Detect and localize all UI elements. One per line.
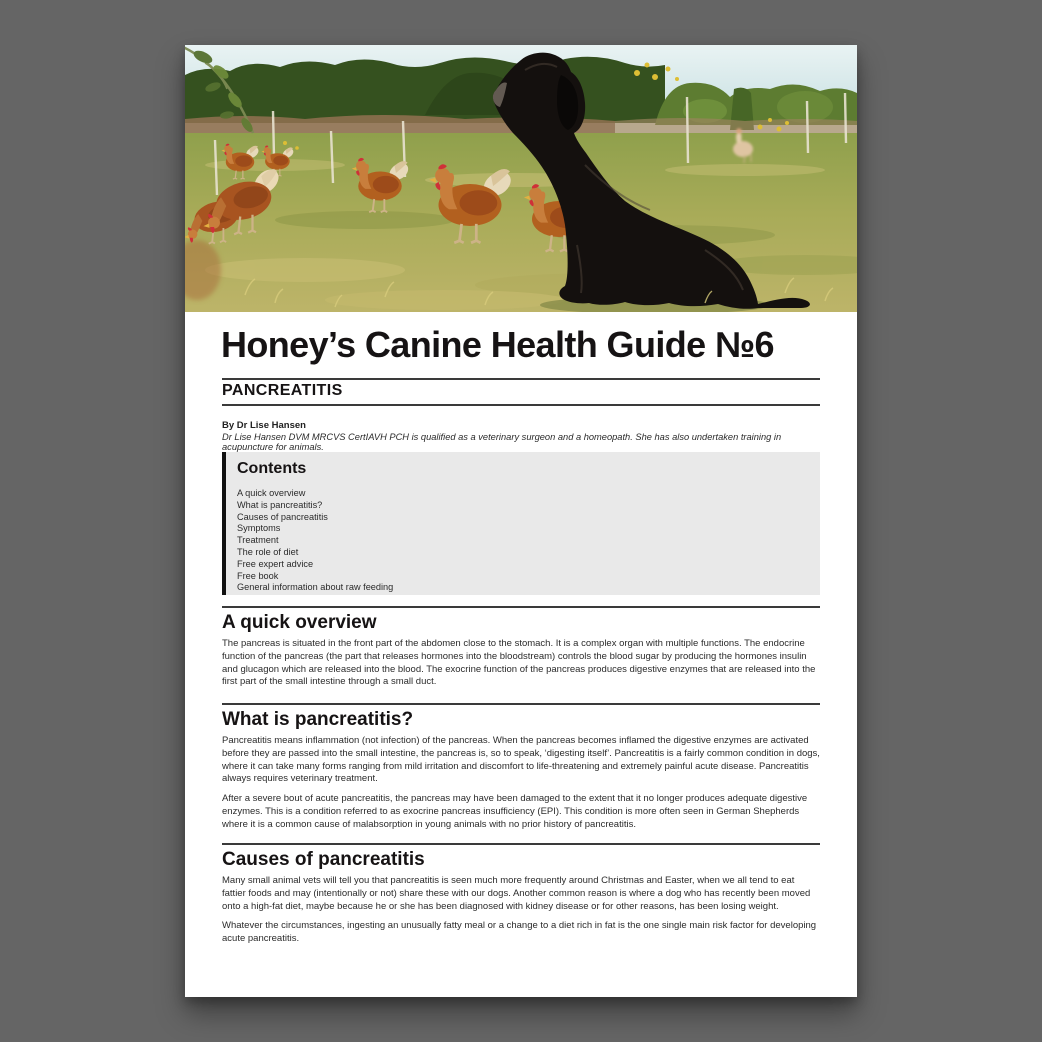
paragraph: Pancreatitis means inflammation (not infection) of the pancreas. When the pancreas becomes inflamed the digestive enzymes are activated before they are passed into the small intestine, the pancreas is, so to speak, ‘digesting itself’. Pancreatitis is a fairly common condition in dogs, where it can take many forms ranging from mild irritation and discomfort to life-threatening and extremely painful acute disease. Pancreatitis always requires veterinary treatment.: [222, 735, 820, 785]
page-title: Honey’s Canine Health Guide №6: [221, 324, 774, 365]
contents-item: Symptoms: [237, 523, 281, 534]
contents-accent-bar: [222, 452, 226, 595]
paragraph: Whatever the circumstances, ingesting an unusually fatty meal or a change to a diet rich in fat is the one single main risk factor for developing acute pancreatitis.: [222, 920, 817, 945]
hero-photo: [185, 45, 857, 312]
section-body: [222, 638, 820, 696]
paragraph: After a severe bout of acute pancreatitis, the pancreas may have been damaged to the extent that it no longer produces adequate digestive enzymes. This is a condition referred to as exocrine pancreas insufficiency (EPI). This condition is more often seen in German Shepherds where it is a common cause of malabsorption in young animals with no prior history of pancreatitis.: [222, 793, 808, 830]
contents-box: [222, 452, 820, 595]
paragraph: Many small animal vets will tell you that pancreatitis is seen much more frequently around Christmas and Easter, when we all tend to eat fattier foods and may (intentionally or not) share these with our dogs. Another common reason is where a dog who has recently been moved onto a high-fat diet, maybe because he or she has been diagnosed with kidney disease or for other reasons, has been losing weight.: [222, 875, 811, 912]
paragraph: The pancreas is situated in the front part of the abdomen close to the stomach. It is a complex organ with multiple functions. The endocrine function of the pancreas (the part that releases hormones into the bloodstream) controls the blood sugar by producing the hormones insulin and glucagon which are released into the blood. The exocrine function of the pancreas produces digestive enzymes that are released into the first part of the small intestine through a small duct.: [222, 638, 816, 688]
contents-item: Free expert advice: [237, 558, 314, 569]
divider-rule: [222, 378, 820, 380]
section-heading-quick-overview: A quick overview: [222, 612, 377, 633]
divider-rule: [222, 703, 820, 705]
document-page: [185, 45, 857, 997]
byline-bio: Dr Lise Hansen DVM MRCVS CertIAVH PCH is qualified as a veterinary surgeon and a homeopath. She has also undertaken training in acupuncture for animals.: [222, 432, 782, 452]
contents-item: Causes of pancreatitis: [237, 511, 328, 522]
contents-item: Free book: [237, 570, 279, 581]
section-heading-what-is-pancreatitis: What is pancreatitis?: [222, 709, 414, 730]
contents-item: General information about raw feeding: [237, 582, 394, 593]
byline-author: By Dr Lise Hansen: [222, 420, 306, 431]
contents-item: The role of diet: [237, 546, 299, 557]
divider-rule: [222, 606, 820, 608]
contents-item: What is pancreatitis?: [237, 499, 323, 510]
section-heading-causes-of-pancreatitis: Causes of pancreatitis: [222, 849, 425, 870]
contents-item: A quick overview: [237, 488, 306, 498]
section-body: [222, 875, 820, 953]
section-label: PANCREATITIS: [222, 382, 343, 399]
divider-rule: [222, 404, 820, 406]
section-body: [222, 735, 820, 839]
contents-item: Treatment: [237, 535, 279, 546]
contents-list: [237, 488, 393, 594]
divider-rule: [222, 843, 820, 845]
contents-heading: Contents: [237, 460, 307, 477]
